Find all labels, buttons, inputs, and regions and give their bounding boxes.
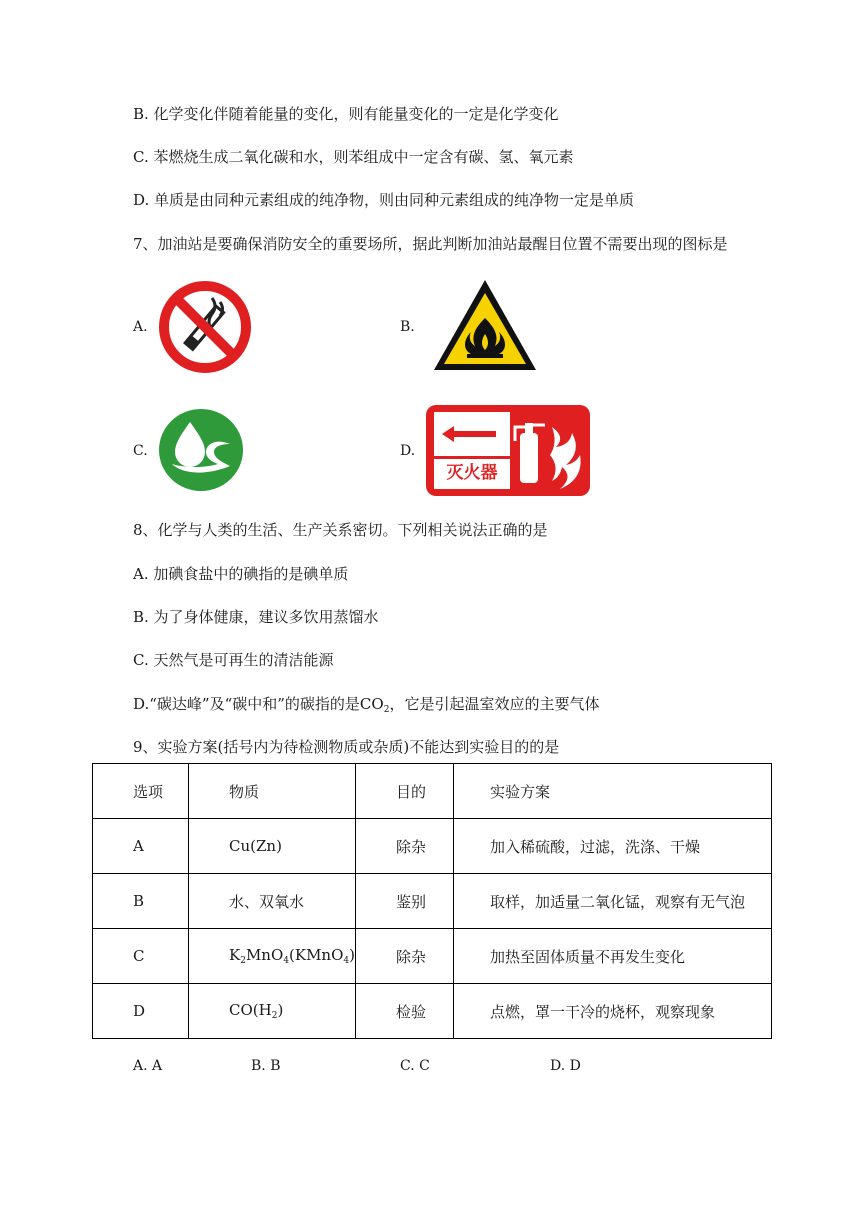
q8-option-b: B. 为了身体健康，建议多饮用蒸馏水: [133, 608, 379, 626]
table-row: [93, 819, 772, 874]
q7-label-d: D.: [400, 443, 416, 459]
q6-option-c: C. 苯燃烧生成二氧化碳和水，则苯组成中一定含有碳、氢、氧元素: [133, 148, 574, 166]
answer-c: C. C: [400, 1058, 430, 1074]
row-purpose: 除杂: [355, 929, 453, 984]
header-plan: 实验方案: [453, 764, 771, 819]
header-option: 选项: [93, 764, 189, 819]
table-row: [93, 984, 772, 1039]
formula-sub: 2: [271, 1011, 278, 1021]
row-plan: 点燃，罩一干冷的烧杯，观察现象: [453, 984, 771, 1039]
formula-sub: 2: [240, 956, 246, 966]
no-smoking-icon: [158, 280, 252, 374]
flammable-warning-icon: [430, 276, 540, 374]
q7-stem: 7、加油站是要确保消防安全的重要场所，据此判断加油站最醒目位置不需要出现的图标是: [133, 235, 728, 253]
q7-label-c: C.: [133, 443, 148, 459]
row-option: D: [93, 984, 189, 1039]
table-row: [93, 929, 772, 984]
row-option: A: [93, 819, 189, 874]
row-purpose: 除杂: [355, 819, 453, 874]
table-row: [93, 874, 772, 929]
row-option: B: [93, 874, 189, 929]
row-option: C: [93, 929, 189, 984]
q8-option-d-post: ，它是引起温室效应的主要气体: [389, 695, 600, 713]
formula-part: K: [229, 946, 241, 964]
q8-option-a: A. 加碘食盐中的碘指的是碘单质: [133, 565, 349, 583]
header-purpose: 目的: [355, 764, 453, 819]
answer-b: B. B: [251, 1058, 281, 1074]
formula-part: CO(H: [229, 1001, 272, 1019]
formula-part: MnO: [245, 946, 284, 964]
q8-option-d-sub: 2: [383, 705, 390, 715]
formula-sub: 4: [283, 956, 290, 966]
q6-option-b: B. 化学变化伴随着能量的变化，则有能量变化的一定是化学变化: [133, 105, 559, 123]
water-saving-icon: [158, 408, 244, 492]
row-purpose: 检验: [355, 984, 453, 1039]
answer-a: A. A: [133, 1058, 163, 1074]
answer-d: D. D: [550, 1058, 581, 1074]
row-substance: Cu(Zn): [189, 819, 356, 874]
row-substance: [189, 929, 356, 984]
row-plan: 加热至固体质量不再发生变化: [453, 929, 771, 984]
row-purpose: 鉴别: [355, 874, 453, 929]
q9-stem: 9、实验方案(括号内为待检测物质或杂质)不能达到实验目的的是: [133, 738, 560, 756]
q7-label-a: A.: [133, 319, 148, 335]
row-plan: 加入稀硫酸，过滤，洗涤、干燥: [453, 819, 771, 874]
q8-option-d: [133, 694, 599, 720]
formula-sub: 4: [343, 956, 350, 966]
row-plan: 取样，加适量二氧化锰，观察有无气泡: [453, 874, 771, 929]
table-header-row: [93, 764, 772, 819]
row-substance: [189, 984, 356, 1039]
q8-stem: 8、化学与人类的生活、生产关系密切。下列相关说法正确的是: [133, 521, 548, 539]
q7-label-b: B.: [400, 319, 415, 335]
formula-part: (KMnO: [289, 946, 344, 964]
q6-option-d: D. 单质是由同种元素组成的纯净物，则由同种元素组成的纯净物一定是单质: [133, 191, 635, 209]
extinguisher-label: 灭火器: [446, 463, 498, 483]
experiment-table: [92, 763, 772, 1039]
formula-part: ): [277, 1001, 284, 1019]
q8-option-c: C. 天然气是可再生的清洁能源: [133, 651, 334, 669]
formula-part: ): [349, 946, 355, 964]
header-substance: 物质: [189, 764, 356, 819]
q8-option-d-pre: D.“碳达峰”及“碳中和”的碳指的是CO: [133, 695, 384, 713]
row-substance: 水、双氧水: [189, 874, 356, 929]
